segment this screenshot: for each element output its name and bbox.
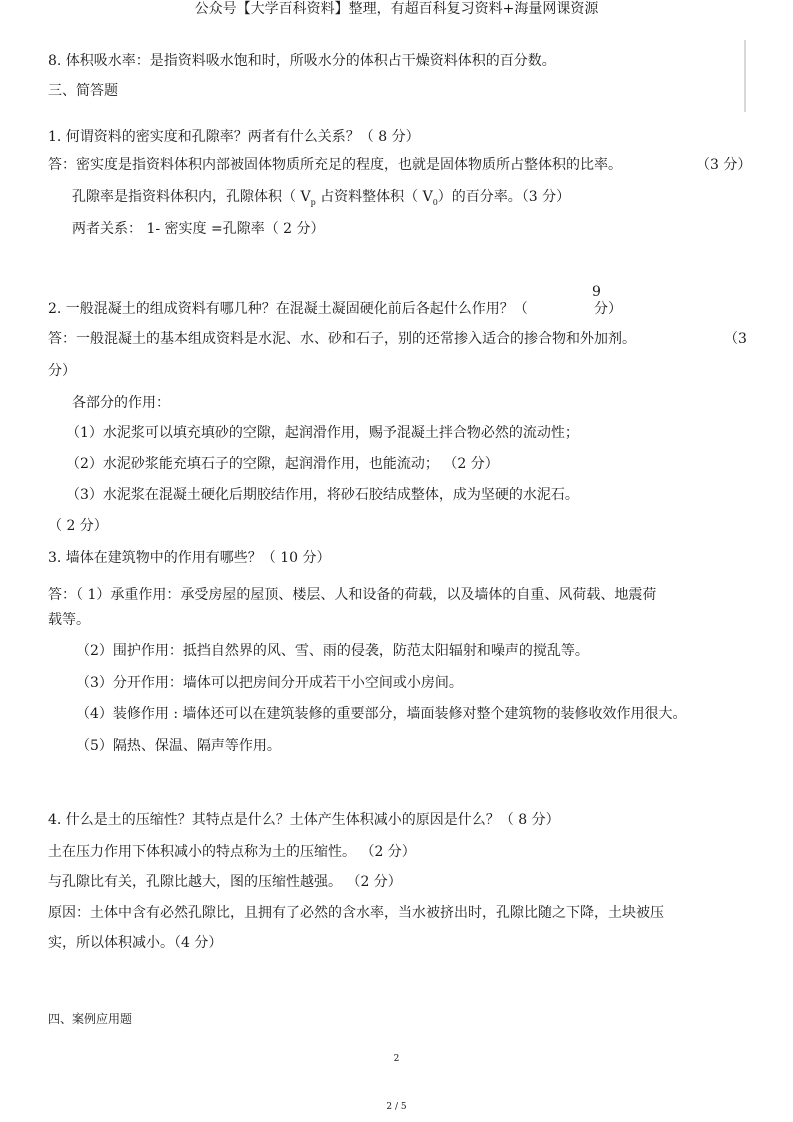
answer-2-score: （3 — [724, 331, 747, 347]
answer-2-line-6: （ 2 分） — [48, 518, 108, 534]
answer-3-line-1b: 载等。 — [48, 612, 90, 628]
answer-1-line-1: 答：密实度是指资料体积内部被固体物质所充足的程度，也就是固体物质所占整体积的比率。 — [48, 157, 622, 173]
answer-1-line-2c: ）的百分率。（3 分） — [437, 189, 571, 205]
answer-3-line-1: 答：（ 1）承重作用：承受房屋的屋顶、楼层、人和设备的荷载，以及墙体的自重、风荷载、地震荷 — [48, 587, 657, 603]
answer-3-line-5: （5）隔热、保温、隔声等作用。 — [76, 738, 281, 754]
answer-2-line-3: （1）水泥浆可以填充填砂的空隙，起润滑作用，赐予混凝土拌合物必然的流动性； — [66, 425, 579, 441]
answer-2-line-1-cont: 分） — [48, 363, 76, 379]
subscript-0: 0 — [432, 197, 438, 207]
question-2: 2. 一般混凝土的组成资料有哪几种？在混凝土凝固硬化前后各起什么作用？（ — [48, 301, 528, 317]
answer-2-line-5: （3）水泥浆在混凝土硬化后期胶结作用，将砂石胶结成整体，成为坚硬的水泥石。 — [66, 487, 579, 503]
answer-1-line-2a: 孔隙率是指资料体积内，孔隙体积（ V — [72, 189, 311, 205]
question-2-score-number: 9 — [592, 284, 601, 300]
section-heading-4: 四、案例应用题 — [48, 1012, 133, 1026]
answer-1-line-2 — [72, 188, 570, 212]
question-4: 4. 什么是土的压缩性？其特点是什么？土体产生体积减小的原因是什么？（ 8 分） — [48, 812, 560, 828]
answer-3-line-2: （2）围护作用：抵挡自然界的风、雪、雨的侵袭，防范太阳辐射和噪声的搅乱等。 — [76, 643, 589, 659]
answer-1-line-2b: 占资料整体积（ V — [315, 189, 433, 205]
q8-text: 8. 体积吸水率：是指资料吸水饱和时，所吸水分的体积占干燥资料体积的百分数。 — [48, 53, 556, 69]
question-2-end: 分） — [594, 301, 622, 317]
answer-3-line-4: （4）装修作用 : 墙体还可以在建筑装修的重要部分，墙面装修对整个建筑物的装修收效作用很大。 — [76, 706, 687, 722]
scrollbar-edge — [744, 40, 746, 112]
answer-2-line-4: （2）水泥砂浆能充填石子的空隙，起润滑作用，也能流动； （2 分） — [66, 456, 499, 472]
page-header: 公众号【大学百科资料】整理，有超百科复习资料+海量网课资源 — [194, 1, 599, 17]
answer-4-line-3b: 实，所以体积减小。（4 分） — [48, 935, 223, 951]
page-counter: 2 / 5 — [386, 1102, 407, 1112]
answer-4-line-2: 与孔隙比有关，孔隙比越大，图的压缩性越强。 （2 分） — [48, 874, 402, 890]
answer-4-line-1: 土在压力作用下体积减小的特点称为土的压缩性。 （2 分） — [48, 844, 416, 860]
subscript-p: p — [310, 197, 316, 207]
section-heading-3: 三、简答题 — [48, 83, 118, 99]
answer-1-score: （3 分） — [696, 157, 752, 173]
answer-1-line-3: 两者关系： 1- 密实度 =孔隙率（ 2 分） — [72, 221, 325, 237]
answer-4-line-3: 原因：土体中含有必然孔隙比，且拥有了必然的含水率，当水被挤出时，孔隙比随之下降，土块被压 — [48, 905, 664, 921]
question-1: 1. 何谓资料的密实度和孔隙率？两者有什么关系？（ 8 分） — [48, 129, 420, 145]
answer-2-line-1: 答：一般混凝土的基本组成资料是水泥、水、砂和石子，别的还常掺入适合的掺合物和外加剂。 — [48, 331, 636, 347]
page-number: 2 — [393, 1054, 400, 1064]
answer-3-line-3: （3）分开作用：墙体可以把房间分开成若干小空间或小房间。 — [76, 675, 463, 691]
question-3: 3. 墙体在建筑物中的作用有哪些？（ 10 分） — [48, 550, 331, 566]
answer-2-line-2: 各部分的作用： — [72, 395, 170, 411]
